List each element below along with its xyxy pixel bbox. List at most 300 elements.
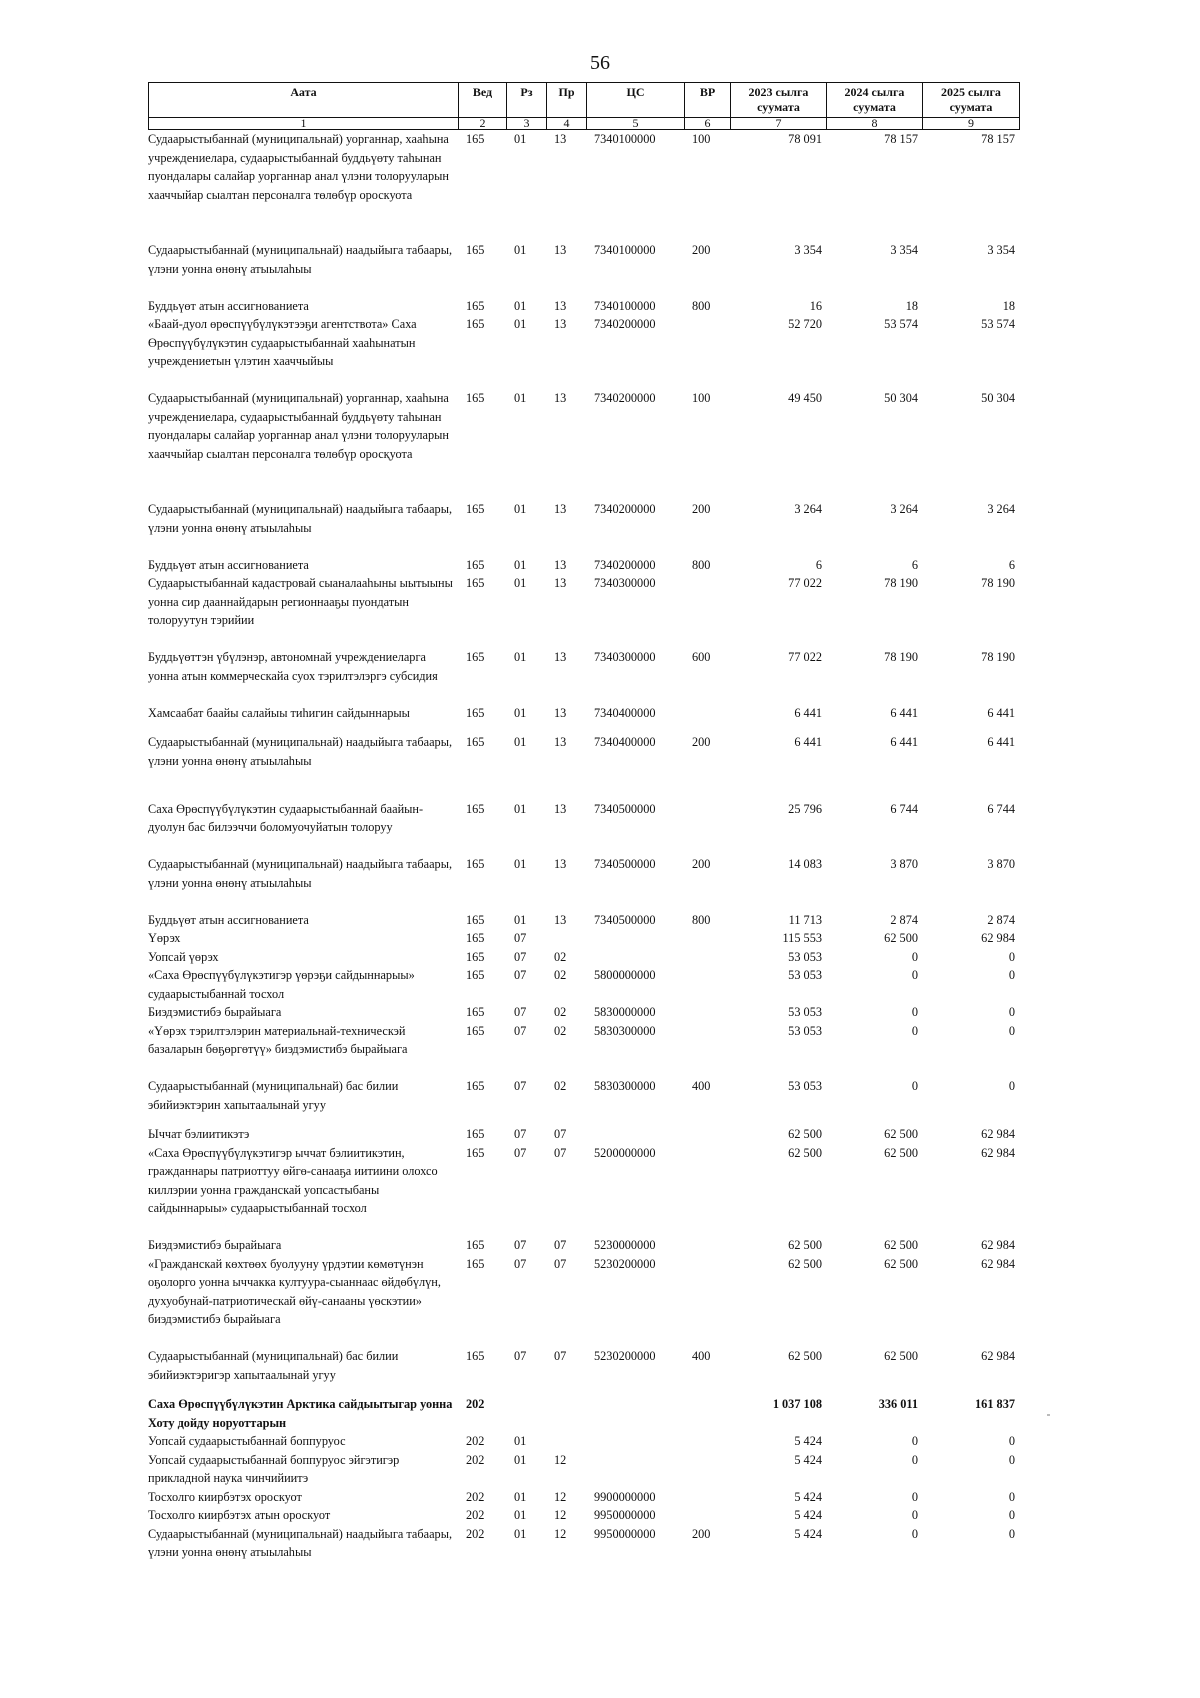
row-pr: 02 bbox=[554, 1023, 567, 1038]
header-vr: ВР bbox=[685, 83, 731, 118]
row-2024: 0 bbox=[911, 949, 918, 964]
row-2025: 3 870 bbox=[987, 857, 1015, 872]
row-2024: 3 264 bbox=[890, 502, 918, 516]
row-name: «Саха Өрөспүүбүлүкэтигэр үөрэҕи сайдыннарыы» судаарыстыбаннай тосхол bbox=[148, 968, 415, 1001]
row-ved: 202 bbox=[466, 1526, 485, 1541]
row-2025: 62 984 bbox=[981, 931, 1015, 946]
row-ved: 202 bbox=[466, 1452, 485, 1467]
table-row bbox=[148, 1144, 1019, 1237]
row-2024: 0 bbox=[911, 1023, 918, 1038]
header-ved: Вед bbox=[459, 83, 507, 118]
row-2025: 18 bbox=[1002, 298, 1015, 313]
table-row bbox=[148, 1347, 1019, 1395]
table-row bbox=[148, 1255, 1019, 1348]
row-cs: 7340200000 bbox=[594, 557, 656, 572]
row-name: Ыччат бэлиитикэтэ bbox=[148, 1127, 250, 1142]
row-name: Судаарыстыбаннай (муниципальнай) наадыйыга табаары, үлэни уонна өнөнү атыылаһыы bbox=[148, 1526, 453, 1560]
row-2023: 6 441 bbox=[794, 735, 822, 750]
row-2023: 62 500 bbox=[788, 1256, 822, 1271]
row-cs: 5800000000 bbox=[594, 968, 656, 983]
row-ved: 165 bbox=[466, 1023, 485, 1038]
row-ved: 165 bbox=[466, 391, 485, 405]
row-rz: 01 bbox=[514, 1489, 527, 1504]
row-rz: 01 bbox=[514, 576, 527, 590]
table-row bbox=[148, 733, 1019, 800]
row-ved: 165 bbox=[466, 931, 485, 946]
table-row bbox=[148, 130, 1019, 241]
row-2025: 6 bbox=[1008, 557, 1015, 572]
row-name: Судаарыстыбаннай (муниципальнай) наадыйыга табаары, үлэни уонна өнөнү атыылаһыы bbox=[148, 735, 453, 768]
row-ved: 165 bbox=[466, 857, 485, 872]
row-2025: 62 984 bbox=[981, 1145, 1015, 1160]
row-name: Биэдэмистибэ бырайыага bbox=[148, 1238, 282, 1253]
table-row bbox=[148, 1395, 1019, 1432]
row-vr: 800 bbox=[692, 912, 711, 927]
row-ved: 202 bbox=[466, 1397, 485, 1412]
row-ved: 165 bbox=[466, 1005, 485, 1020]
row-pr: 13 bbox=[554, 391, 567, 405]
row-vr bbox=[684, 1395, 730, 1432]
table-row bbox=[148, 1451, 1019, 1488]
row-pr: 12 bbox=[554, 1526, 567, 1541]
row-2023: 6 bbox=[815, 557, 822, 572]
row-2023: 25 796 bbox=[788, 801, 822, 816]
row-2023: 5 424 bbox=[794, 1489, 822, 1504]
row-vr: 200 bbox=[692, 243, 711, 257]
row-2025: 0 bbox=[1008, 949, 1015, 964]
row-2024: 78 190 bbox=[884, 650, 918, 664]
row-vr bbox=[684, 315, 730, 389]
table-row bbox=[148, 911, 1019, 930]
row-2023: 11 713 bbox=[788, 912, 822, 927]
row-name: «Гражданскай көхтөөх буолууну үрдэтии көмөтүнэн оҕолорго уонна ыччакка култуура-сыаннаас өйдөбүлүн, духуобунай-патриотическай өйү-санааны үөскэтии» биэдэмистибэ бырайыага bbox=[148, 1256, 441, 1327]
row-vr: 600 bbox=[692, 650, 711, 664]
row-pr: 07 bbox=[554, 1349, 567, 1364]
row-ved: 165 bbox=[466, 298, 485, 313]
row-cs: 7340400000 bbox=[594, 705, 656, 720]
row-2024: 62 500 bbox=[884, 1256, 918, 1271]
row-ved: 165 bbox=[466, 317, 485, 331]
row-pr: 13 bbox=[554, 705, 567, 720]
row-2023: 5 424 bbox=[794, 1452, 822, 1467]
header-num: 9 bbox=[923, 118, 1020, 130]
row-pr: 13 bbox=[554, 317, 567, 331]
row-ved: 165 bbox=[466, 650, 485, 664]
row-rz: 01 bbox=[514, 1434, 527, 1449]
table-row bbox=[148, 574, 1019, 648]
row-ved: 165 bbox=[466, 801, 485, 816]
table-row bbox=[148, 800, 1019, 856]
row-vr bbox=[684, 1432, 730, 1451]
row-2024: 6 441 bbox=[890, 705, 918, 720]
table-row bbox=[148, 1488, 1019, 1507]
row-rz: 01 bbox=[514, 857, 527, 872]
row-pr bbox=[546, 1395, 586, 1432]
header-pr: Пр bbox=[547, 83, 587, 118]
row-2024: 0 bbox=[911, 1005, 918, 1020]
row-2024: 0 bbox=[911, 1508, 918, 1523]
row-cs: 7340200000 bbox=[594, 391, 656, 405]
row-2025: 62 984 bbox=[981, 1127, 1015, 1142]
row-name: Судаарыстыбаннай (муниципальнай) уорганнар, хааһына учреждениелара, судаарыстыбаннай буддьүөту таһынан пуондалары салайар уорганнар анал үлэни толорууларын хааччыйар сыалтан персоналга төлөбүр ороскуота bbox=[148, 132, 449, 202]
row-name: Уопсай судаарыстыбаннай боппуруос эйгэтигэр прикладной наука чинчийиитэ bbox=[148, 1452, 400, 1486]
row-ved: 165 bbox=[466, 949, 485, 964]
row-name: «Саха Өрөспүүбүлүкэтигэр ыччат бэлиитикэтин, гражданнары патриоттуу өйгө-санааҕа иитиини олохсо киллэрии уонна гражданскай уопсастыбаны сайдыннарыы» судаарыстыбаннай тосхол bbox=[148, 1145, 438, 1216]
row-cs: 9950000000 bbox=[594, 1508, 656, 1523]
row-name: Уопсай судаарыстыбаннай боппуруос bbox=[148, 1434, 346, 1449]
table-row bbox=[148, 1125, 1019, 1144]
row-name: Буддьүөт атын ассигнованиета bbox=[148, 912, 309, 927]
table-row bbox=[148, 1236, 1019, 1255]
row-ved: 202 bbox=[466, 1434, 485, 1449]
row-vr bbox=[684, 800, 730, 856]
row-rz: 07 bbox=[514, 968, 527, 983]
row-2024: 62 500 bbox=[884, 1238, 918, 1253]
row-2025: 0 bbox=[1008, 1005, 1015, 1020]
header-num: 1 bbox=[149, 118, 459, 130]
row-pr: 12 bbox=[554, 1508, 567, 1523]
row-2024: 6 bbox=[911, 557, 918, 572]
row-ved: 165 bbox=[466, 1349, 485, 1364]
row-name: Буддьүөт атын ассигнованиета bbox=[148, 298, 309, 313]
row-cs bbox=[586, 929, 684, 948]
row-2024: 62 500 bbox=[884, 1127, 918, 1142]
row-pr: 13 bbox=[554, 735, 567, 750]
row-cs: 7340100000 bbox=[594, 132, 656, 146]
row-ved: 165 bbox=[466, 1145, 485, 1160]
row-pr: 12 bbox=[554, 1489, 567, 1504]
row-pr: 02 bbox=[554, 949, 567, 964]
header-name: Аата bbox=[149, 83, 459, 118]
table-row bbox=[148, 500, 1019, 556]
row-pr: 02 bbox=[554, 968, 567, 983]
row-ved: 165 bbox=[466, 705, 485, 720]
row-cs: 7340500000 bbox=[594, 801, 656, 816]
row-2025: 78 190 bbox=[981, 576, 1015, 590]
row-2025: 161 837 bbox=[975, 1397, 1015, 1412]
row-2024: 53 574 bbox=[884, 317, 918, 331]
table-row bbox=[148, 929, 1019, 948]
row-cs: 9950000000 bbox=[594, 1526, 656, 1541]
row-pr: 13 bbox=[554, 502, 567, 516]
table-row bbox=[148, 648, 1019, 704]
row-2023: 3 354 bbox=[794, 243, 822, 257]
row-pr: 07 bbox=[554, 1238, 567, 1253]
row-2025: 0 bbox=[1008, 1526, 1015, 1541]
table-body bbox=[148, 130, 1019, 1580]
row-name: Буддьүөттэн үбүлэнэр, автономнай учреждениеларга уонна атын коммерческайа суох тэрилтэлэргэ субсидия bbox=[148, 650, 438, 683]
row-name: Саха Өрөспүүбүлүкэтин Арктика сайдыытыгар уонна Хоту дойду норуоттарын bbox=[148, 1397, 453, 1430]
table-row bbox=[148, 1506, 1019, 1525]
row-cs: 7340200000 bbox=[594, 502, 656, 516]
row-name: Тосхолго киирбэтэх атын ороскуот bbox=[148, 1508, 331, 1523]
row-vr: 100 bbox=[692, 132, 711, 146]
row-rz: 01 bbox=[514, 705, 527, 720]
row-2025: 62 984 bbox=[981, 1256, 1015, 1271]
row-cs: 7340400000 bbox=[594, 735, 656, 750]
row-2023: 52 720 bbox=[788, 317, 822, 331]
header-2023: 2023 сылга суумата bbox=[731, 83, 827, 118]
row-2024: 3 870 bbox=[890, 857, 918, 872]
row-name: Биэдэмистибэ бырайыага bbox=[148, 1005, 282, 1020]
row-vr bbox=[684, 704, 730, 734]
row-vr bbox=[684, 1144, 730, 1237]
row-2023: 62 500 bbox=[788, 1238, 822, 1253]
row-2023: 5 424 bbox=[794, 1526, 822, 1541]
row-pr: 13 bbox=[554, 650, 567, 664]
row-vr bbox=[684, 948, 730, 967]
header-num: 5 bbox=[587, 118, 685, 130]
row-pr: 07 bbox=[554, 1127, 567, 1142]
row-pr: 07 bbox=[554, 1145, 567, 1160]
row-2024: 6 744 bbox=[890, 801, 918, 816]
row-vr bbox=[684, 1488, 730, 1507]
row-pr: 13 bbox=[554, 857, 567, 872]
row-vr bbox=[684, 929, 730, 948]
table-row bbox=[148, 241, 1019, 297]
row-rz bbox=[506, 1395, 546, 1432]
row-rz: 01 bbox=[514, 502, 527, 516]
row-ved: 165 bbox=[466, 576, 485, 590]
row-cs bbox=[586, 1451, 684, 1488]
row-cs: 5830000000 bbox=[594, 1005, 656, 1020]
row-cs: 7340300000 bbox=[594, 576, 656, 590]
row-vr: 100 bbox=[692, 391, 711, 405]
row-2025: 0 bbox=[1008, 1434, 1015, 1449]
row-pr: 02 bbox=[554, 1079, 567, 1094]
row-ved: 165 bbox=[466, 1238, 485, 1253]
row-2023: 62 500 bbox=[788, 1127, 822, 1142]
row-vr bbox=[684, 1506, 730, 1525]
row-2024: 0 bbox=[911, 1434, 918, 1449]
header-2025: 2025 сылга суумата bbox=[923, 83, 1020, 118]
scan-speck bbox=[1047, 1414, 1050, 1416]
row-cs: 7340100000 bbox=[594, 298, 656, 313]
row-2024: 18 bbox=[905, 298, 918, 313]
row-rz: 01 bbox=[514, 912, 527, 927]
row-rz: 01 bbox=[514, 1508, 527, 1523]
row-ved: 165 bbox=[466, 132, 485, 146]
row-name: Судаарыстыбаннай (муниципальнай) бас билии эбийиэктэригэр хапытаалынай угуу bbox=[148, 1349, 399, 1382]
row-2023: 62 500 bbox=[788, 1349, 822, 1364]
row-2023: 53 053 bbox=[788, 1005, 822, 1020]
row-cs: 7340300000 bbox=[594, 650, 656, 664]
row-2025: 2 874 bbox=[987, 912, 1015, 927]
row-name: Хамсаабат баайы салайыы тиһигин сайдыннарыы bbox=[148, 705, 410, 720]
row-rz: 01 bbox=[514, 735, 527, 750]
row-cs bbox=[586, 1125, 684, 1144]
header-num: 4 bbox=[547, 118, 587, 130]
row-2023: 53 053 bbox=[788, 968, 822, 983]
row-2025: 78 190 bbox=[981, 650, 1015, 664]
row-pr: 13 bbox=[554, 298, 567, 313]
row-2025: 62 984 bbox=[981, 1238, 1015, 1253]
row-rz: 07 bbox=[514, 1349, 527, 1364]
table-row bbox=[148, 1432, 1019, 1451]
table-row bbox=[148, 855, 1019, 911]
header-num: 3 bbox=[507, 118, 547, 130]
row-2024: 78 190 bbox=[884, 576, 918, 590]
row-2024: 3 354 bbox=[890, 243, 918, 257]
row-name: Судаарыстыбаннай (муниципальнай) наадыйыга табаары, үлэни уонна өнөнү атыылаһыы bbox=[148, 857, 453, 890]
row-pr bbox=[546, 929, 586, 948]
row-pr: 07 bbox=[554, 1256, 567, 1271]
row-2025: 53 574 bbox=[981, 317, 1015, 331]
row-pr: 13 bbox=[554, 557, 567, 572]
row-rz: 01 bbox=[514, 1452, 527, 1467]
table-header bbox=[148, 82, 1020, 130]
row-2025: 6 744 bbox=[987, 801, 1015, 816]
budget-table bbox=[148, 82, 1019, 1580]
row-2023: 5 424 bbox=[794, 1434, 822, 1449]
row-2025: 3 354 bbox=[987, 243, 1015, 257]
row-vr: 200 bbox=[692, 502, 711, 516]
row-2025: 50 304 bbox=[981, 391, 1015, 405]
row-2025: 6 441 bbox=[987, 735, 1015, 750]
row-vr bbox=[684, 1022, 730, 1078]
row-pr: 13 bbox=[554, 801, 567, 816]
row-vr bbox=[684, 1255, 730, 1348]
row-vr: 200 bbox=[692, 735, 711, 750]
row-2025: 0 bbox=[1008, 1452, 1015, 1467]
row-rz: 07 bbox=[514, 1005, 527, 1020]
row-vr bbox=[684, 574, 730, 648]
row-2023: 77 022 bbox=[788, 576, 822, 590]
row-cs: 7340500000 bbox=[594, 912, 656, 927]
row-vr bbox=[684, 966, 730, 1003]
row-rz: 01 bbox=[514, 801, 527, 816]
row-pr: 12 bbox=[554, 1452, 567, 1467]
row-rz: 07 bbox=[514, 1238, 527, 1253]
row-2023: 77 022 bbox=[788, 650, 822, 664]
row-vr bbox=[684, 1003, 730, 1022]
row-2024: 62 500 bbox=[884, 931, 918, 946]
row-vr bbox=[684, 1451, 730, 1488]
row-2024: 2 874 bbox=[890, 912, 918, 927]
row-rz: 01 bbox=[514, 243, 527, 257]
table-row bbox=[148, 948, 1019, 967]
row-name: Буддьүөт атын ассигнованиета bbox=[148, 557, 309, 572]
row-rz: 01 bbox=[514, 132, 527, 146]
row-cs: 7340100000 bbox=[594, 243, 656, 257]
row-pr: 13 bbox=[554, 132, 567, 146]
row-rz: 01 bbox=[514, 1526, 527, 1541]
row-2025: 3 264 bbox=[987, 502, 1015, 516]
row-ved: 165 bbox=[466, 243, 485, 257]
row-ved: 165 bbox=[466, 968, 485, 983]
row-cs: 7340200000 bbox=[594, 317, 656, 331]
row-cs bbox=[586, 1395, 684, 1432]
row-vr: 800 bbox=[692, 298, 711, 313]
row-ved: 165 bbox=[466, 1127, 485, 1142]
row-name: Уопсай үөрэх bbox=[148, 949, 219, 964]
row-pr: 02 bbox=[554, 1005, 567, 1020]
row-cs: 5830300000 bbox=[594, 1079, 656, 1094]
row-name: Үөрэх bbox=[148, 931, 181, 946]
row-name: Судаарыстыбаннай (муниципальнай) бас билии эбийиэктэрин хапытаалынай угуу bbox=[148, 1079, 399, 1112]
row-rz: 01 bbox=[514, 650, 527, 664]
table-row bbox=[148, 297, 1019, 316]
row-2024: 78 157 bbox=[884, 132, 918, 146]
row-ved: 165 bbox=[466, 1079, 485, 1094]
table-row bbox=[148, 315, 1019, 389]
row-vr bbox=[684, 1125, 730, 1144]
row-2025: 78 157 bbox=[981, 132, 1015, 146]
row-cs: 5230200000 bbox=[594, 1256, 656, 1271]
row-name: Судаарыстыбаннай (муниципальнай) уорганнар, хааһына учреждениелара, судаарыстыбаннай буддьүөту таһынан пуондалары салайар уорганнар анал үлэни толорууларын хааччыйар сыалтан персоналга төлөбүр оросқуота bbox=[148, 391, 449, 461]
row-2023: 115 553 bbox=[782, 931, 822, 946]
page-number: 56 bbox=[590, 52, 610, 74]
header-cs: ЦС bbox=[587, 83, 685, 118]
row-2023: 14 083 bbox=[788, 857, 822, 872]
row-2023: 49 450 bbox=[788, 391, 822, 405]
row-2025: 0 bbox=[1008, 968, 1015, 983]
table-row bbox=[148, 556, 1019, 575]
row-2024: 0 bbox=[911, 1079, 918, 1094]
row-2025: 0 bbox=[1008, 1079, 1015, 1094]
row-2024: 62 500 bbox=[884, 1145, 918, 1160]
row-2024: 50 304 bbox=[884, 391, 918, 405]
row-ved: 165 bbox=[466, 1256, 485, 1271]
header-num: 8 bbox=[827, 118, 923, 130]
row-rz: 07 bbox=[514, 1079, 527, 1094]
row-cs: 5830300000 bbox=[594, 1023, 656, 1038]
row-vr: 200 bbox=[692, 1526, 711, 1541]
row-pr: 13 bbox=[554, 912, 567, 927]
row-2024: 62 500 bbox=[884, 1349, 918, 1364]
table-row bbox=[148, 704, 1019, 734]
row-2023: 78 091 bbox=[788, 132, 822, 146]
table-row bbox=[148, 1003, 1019, 1022]
row-2023: 16 bbox=[809, 298, 822, 313]
row-rz: 07 bbox=[514, 949, 527, 964]
row-ved: 165 bbox=[466, 912, 485, 927]
row-2025: 62 984 bbox=[981, 1349, 1015, 1364]
header-2024: 2024 сылга суумата bbox=[827, 83, 923, 118]
row-2024: 0 bbox=[911, 1452, 918, 1467]
row-pr: 13 bbox=[554, 576, 567, 590]
table-row bbox=[148, 1077, 1019, 1125]
row-2023: 53 053 bbox=[788, 949, 822, 964]
row-name: Тосхолго киирбэтэх ороскуот bbox=[148, 1489, 302, 1504]
header-rz: Рз bbox=[507, 83, 547, 118]
header-num: 7 bbox=[731, 118, 827, 130]
row-rz: 01 bbox=[514, 391, 527, 405]
row-rz: 07 bbox=[514, 931, 527, 946]
row-ved: 165 bbox=[466, 557, 485, 572]
row-2025: 6 441 bbox=[987, 705, 1015, 720]
table-row bbox=[148, 1525, 1019, 1581]
row-2025: 0 bbox=[1008, 1023, 1015, 1038]
row-rz: 01 bbox=[514, 298, 527, 313]
row-2023: 53 053 bbox=[788, 1023, 822, 1038]
header-num: 2 bbox=[459, 118, 507, 130]
row-2023: 53 053 bbox=[788, 1079, 822, 1094]
row-rz: 07 bbox=[514, 1145, 527, 1160]
row-2024: 6 441 bbox=[890, 735, 918, 750]
row-rz: 07 bbox=[514, 1256, 527, 1271]
row-ved: 202 bbox=[466, 1489, 485, 1504]
row-cs bbox=[586, 1432, 684, 1451]
row-2024: 0 bbox=[911, 1526, 918, 1541]
row-rz: 01 bbox=[514, 317, 527, 331]
table-row bbox=[148, 966, 1019, 1003]
row-name: «Үөрэх тэрилтэлэрин материальнай-техническэй базаларын бөҕөргөтүү» биэдэмистибэ бырайыага bbox=[148, 1023, 408, 1057]
row-vr: 400 bbox=[692, 1079, 711, 1094]
row-2023: 5 424 bbox=[794, 1508, 822, 1523]
row-cs: 5230200000 bbox=[594, 1349, 656, 1364]
row-ved: 202 bbox=[466, 1508, 485, 1523]
